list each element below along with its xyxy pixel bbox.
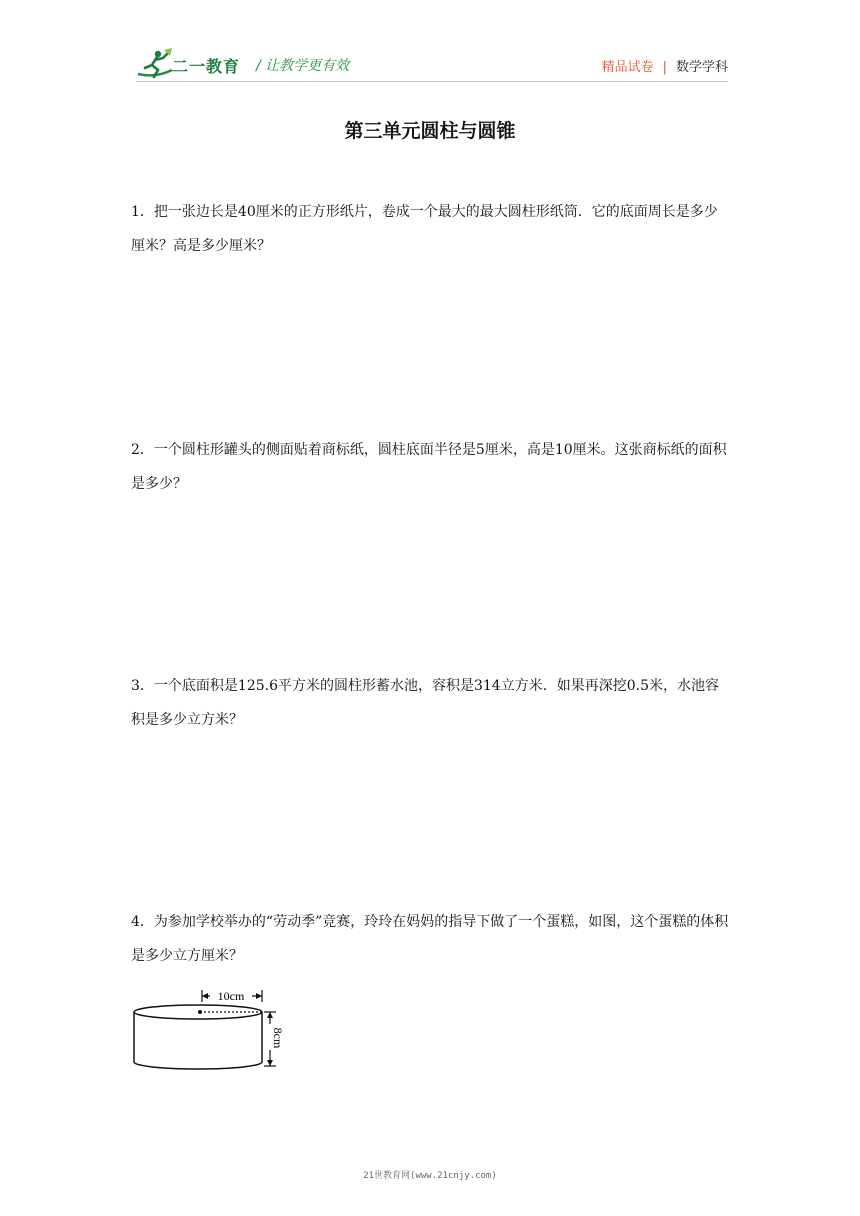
page-header xyxy=(0,0,860,90)
header-subject: 数学学科 xyxy=(675,60,728,75)
cake-cylinder-figure xyxy=(130,982,290,1074)
radius-label: 10cm xyxy=(217,989,245,1003)
question-4: 4．为参加学校举办的“劳动季”竞赛，玲玲在妈妈的指导下做了一个蛋糕，如图，这个蛋糕的体积是多少立方厘米？ xyxy=(131,914,729,964)
question-1: 1．把一张边长是40厘米的正方形纸片，卷成一个最大的最大圆柱形纸筒．它的底面周长是多少厘米？高是多少厘米？ xyxy=(131,204,718,254)
header-separator: | xyxy=(662,60,667,75)
header-right xyxy=(602,56,728,75)
header-tag: 精品试卷 xyxy=(601,60,654,75)
header-divider xyxy=(136,81,728,82)
question-3: 3．一个底面积是125.6平方米的圆柱形蓄水池，容积是314立方米．如果再深挖0.5米，水池容积是多少立方米？ xyxy=(131,678,719,728)
question-2: 2．一个圆柱形罐头的侧面贴着商标纸，圆柱底面半径是5厘米，高是10厘米。这张商标纸的面积是多少？ xyxy=(131,442,727,492)
header-slogan: / 让教学更有效 xyxy=(256,58,350,74)
height-label: 8cm xyxy=(271,1027,285,1049)
page-title: 第三单元圆柱与圆锥 xyxy=(344,120,516,142)
logo-text: 二一教育 xyxy=(172,57,241,76)
page-footer: 21世教育网(www.21cnjy.com) xyxy=(363,1171,497,1181)
